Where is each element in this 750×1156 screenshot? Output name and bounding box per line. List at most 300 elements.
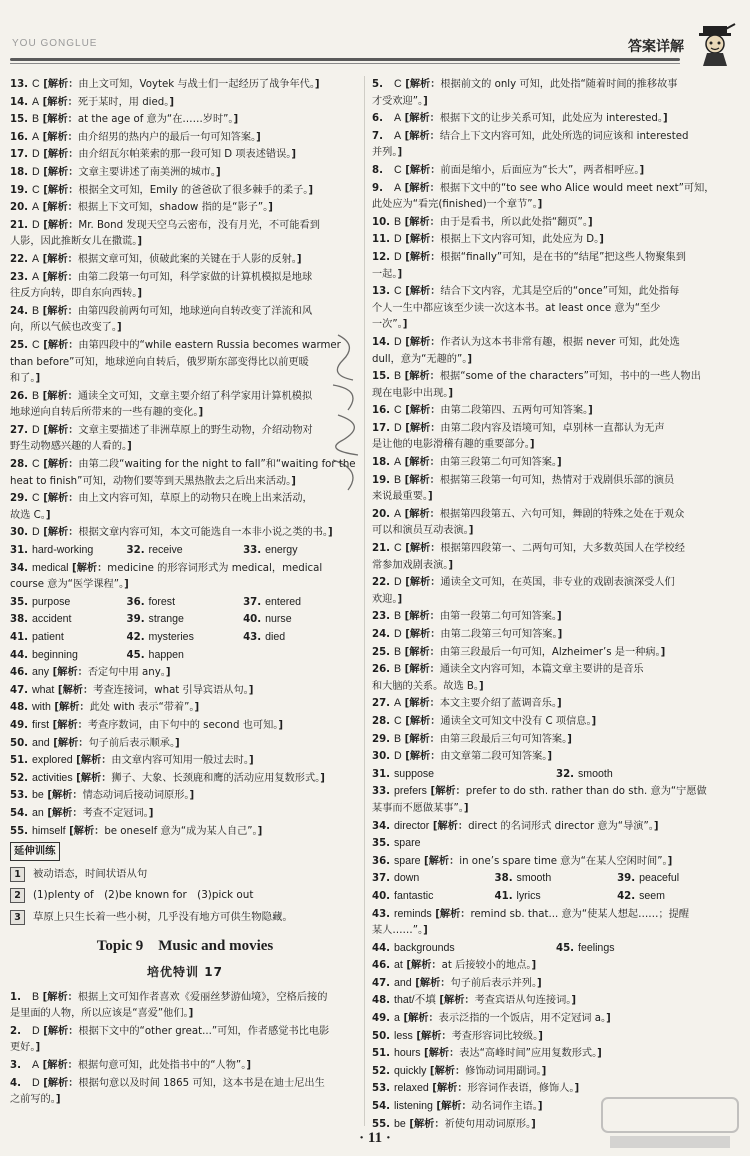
- bracket-close: ]: [663, 113, 668, 125]
- analysis-text: 由第二段“waiting for the night to fall”和“waiting for the: [78, 459, 356, 471]
- bracket-open: [: [401, 251, 410, 263]
- answer-value: D: [394, 335, 402, 348]
- question-number: 32.: [556, 768, 575, 780]
- analysis-label: 解析：: [409, 251, 441, 263]
- answer-row: [372, 180, 740, 198]
- analysis-label: 解析：: [409, 216, 440, 228]
- answer-value: A: [32, 270, 40, 283]
- word-cell: [127, 647, 244, 665]
- answer-row: [10, 823, 360, 841]
- bracket-close: ]: [448, 387, 454, 399]
- answer-word: accident: [32, 613, 72, 626]
- analysis-label: 解析：: [437, 820, 469, 832]
- bracket-close: ]: [55, 1094, 61, 1106]
- answer-value: D: [394, 750, 402, 763]
- bracket-close: ]: [137, 288, 142, 300]
- answer-row: [372, 748, 740, 766]
- word-cell: [372, 888, 495, 906]
- answer-list-topic: [10, 989, 360, 1109]
- analysis-label: 解析：: [47, 219, 79, 231]
- answer-value: A: [394, 456, 402, 469]
- answer-continuation: course 意为“医学课程”。]: [10, 579, 129, 591]
- analysis-label: 解析：: [409, 164, 441, 176]
- question-number: 26.: [372, 664, 391, 676]
- answer-value: D: [394, 233, 402, 246]
- word-grid-c: [372, 766, 740, 784]
- bracket-close: ]: [597, 1048, 602, 1060]
- answer-word: strange: [148, 613, 184, 626]
- bracket-close: ]: [248, 684, 254, 696]
- question-number: 30.: [372, 751, 391, 763]
- question-number: 39.: [126, 614, 145, 626]
- answer-value: D: [394, 628, 402, 640]
- analysis-text: 由第三段最后一句可知，Alzheimer’s 是一种病。: [439, 646, 661, 658]
- answer-row: [372, 818, 740, 836]
- answer-row: [10, 770, 360, 788]
- analysis-text: in one’s spare time 意为“在某人空闲时间”。: [459, 855, 668, 867]
- analysis-text: Mr. Bond 发现天空乌云密布，没有月光，不可能看到: [78, 219, 320, 231]
- analysis-text: 由于是看书，所以此处指“翻页”。: [439, 216, 588, 228]
- answer-value: spare: [394, 837, 421, 850]
- answer-list-right-a: [372, 76, 740, 766]
- answer-continuation: 可以和演员互动表演。]: [372, 525, 474, 537]
- answer-value: prefers: [394, 785, 427, 798]
- bracket-open: [: [39, 114, 48, 126]
- answer-row: [372, 957, 740, 975]
- analysis-text: at the age of 意为“在……岁时”。: [77, 114, 234, 126]
- question-number: 32.: [126, 545, 145, 557]
- header-rule-thin: [10, 63, 680, 64]
- analysis-text: 根据全文可知，Emily 的爸爸砍了很多棘手的柔子。: [78, 184, 309, 196]
- question-number: 48.: [10, 702, 29, 714]
- answer-value: C: [394, 714, 402, 727]
- answer-row: [372, 906, 740, 924]
- answer-row: [372, 334, 740, 352]
- answer-value: any: [32, 666, 50, 679]
- bracket-close: ]: [537, 199, 543, 211]
- answer-row: [372, 368, 740, 386]
- analysis-text: 根据上下文内容可知，此处应为 D。: [440, 234, 600, 246]
- analysis-text: 表示泛指的一个饭店，用不定冠词 a。: [438, 1013, 607, 1025]
- analysis-label: 解析：: [47, 271, 78, 283]
- answer-word: energy: [265, 544, 298, 557]
- analysis-label: 解析：: [76, 562, 108, 574]
- answer-row: [10, 129, 360, 147]
- analysis-text: 根据上文可知作者喜欢《爱丽丝梦游仙境》，空格后接的: [77, 991, 328, 1003]
- question-number: 18.: [10, 166, 29, 178]
- word-cell: [10, 611, 127, 629]
- analysis-text: 由第一段第二句可知答案。: [439, 611, 557, 623]
- question-number: 47.: [10, 684, 29, 696]
- question-number: 22.: [10, 253, 29, 265]
- answer-value: A: [394, 112, 402, 125]
- extension-text: 草原上只生长着一些小树，几乎没有地方可供生物隐藏。: [33, 910, 293, 923]
- bracket-open: [: [401, 543, 410, 555]
- answer-row: [10, 456, 360, 474]
- answer-continuation: 是里面的人物，所以应该是“喜爱”他们。]: [10, 1008, 194, 1020]
- bracket-open: [: [39, 493, 48, 505]
- question-number: 17.: [372, 422, 391, 434]
- analysis-text: 由第四段中的“while eastern Russia becomes warmer: [78, 339, 341, 351]
- bracket-close: ]: [557, 611, 562, 623]
- analysis-text: 根据下文的让步关系可知，此处应为 interested。: [439, 113, 663, 125]
- question-number: 47.: [372, 977, 391, 989]
- bracket-open: [: [401, 474, 410, 486]
- analysis-text: 结合下文内容，尤其是空后的“once”可知，此处指每: [440, 286, 680, 298]
- analysis-text: 情态动词后接动词原形。: [82, 790, 190, 802]
- bracket-open: [: [401, 611, 410, 623]
- answer-word: peaceful: [639, 872, 680, 885]
- analysis-label: 解析：: [409, 371, 440, 383]
- question-number: 3.: [10, 1060, 21, 1072]
- question-number: 29.: [10, 493, 29, 505]
- bracket-open: [: [401, 405, 410, 417]
- analysis-text: 动名词作主语。: [471, 1101, 538, 1113]
- word-row: [372, 888, 740, 906]
- analysis-label: 解析：: [409, 629, 441, 640]
- answer-value: relaxed: [394, 1082, 429, 1095]
- word-cell: [127, 629, 244, 647]
- answer-row: [372, 1028, 740, 1046]
- answer-value: A: [32, 1059, 40, 1072]
- question-number: 8.: [372, 164, 383, 176]
- analysis-label: 解析：: [409, 336, 441, 348]
- bracket-open: [: [401, 234, 410, 246]
- header-title: 答案详解: [628, 39, 684, 55]
- bracket-close: ]: [479, 680, 484, 692]
- answer-row: [372, 110, 740, 128]
- bracket-open: [: [39, 202, 48, 214]
- analysis-label: 解析：: [409, 234, 441, 246]
- question-number: 12.: [372, 251, 391, 263]
- answer-value: C: [394, 78, 402, 90]
- question-number: 44.: [372, 942, 391, 954]
- answer-list-left-b: [10, 560, 360, 594]
- word-cell: [10, 629, 127, 647]
- answer-list-right-c: [372, 906, 740, 940]
- bracket-close: ]: [574, 1083, 580, 1095]
- extension-item: [10, 866, 360, 883]
- answer-row: [10, 989, 360, 1007]
- answer-value: quickly: [394, 1064, 427, 1077]
- question-number: 38.: [494, 873, 513, 885]
- answer-row: [372, 540, 740, 558]
- bracket-open: [: [39, 219, 48, 231]
- answer-row: [372, 853, 740, 871]
- bracket-open: [: [39, 253, 48, 265]
- analysis-label: 解析：: [47, 184, 79, 196]
- bracket-open: [: [412, 1030, 422, 1042]
- bracket-open: [: [402, 960, 412, 972]
- analysis-label: 解析：: [409, 751, 441, 763]
- answer-value: medical: [32, 561, 69, 574]
- answer-row: [10, 524, 360, 542]
- answer-row: [10, 805, 360, 823]
- word-cell: [372, 766, 556, 784]
- analysis-text: prefer to do sth. rather than do sth. 意为“宁愿做: [465, 786, 707, 798]
- question-number: 40.: [243, 614, 262, 626]
- bracket-close: ]: [256, 131, 261, 143]
- answer-word: entered: [265, 595, 302, 608]
- bracket-open: [: [39, 1025, 48, 1037]
- analysis-label: 解析：: [419, 977, 451, 989]
- question-number: 49.: [372, 1013, 391, 1025]
- analysis-text: 由文章内容可知用一般过去时。: [111, 755, 249, 767]
- answer-word: seem: [639, 889, 665, 902]
- analysis-label: 解析：: [47, 390, 78, 402]
- bracket-close: ]: [541, 1065, 547, 1077]
- bracket-close: ]: [557, 457, 562, 469]
- right-column: [372, 76, 740, 1133]
- answer-value: D: [394, 250, 402, 263]
- bracket-open: [: [401, 664, 410, 676]
- extension-item: [10, 909, 360, 926]
- bracket-close: ]: [291, 149, 297, 161]
- answer-value: director: [394, 819, 430, 832]
- answer-continuation: 更好。]: [10, 1042, 41, 1054]
- word-grid-d: [372, 870, 740, 905]
- bracket-close: ]: [653, 820, 659, 832]
- answer-value: B: [394, 645, 402, 658]
- bracket-close: ]: [215, 166, 221, 178]
- question-number: 50.: [10, 737, 29, 749]
- answer-row: [372, 231, 740, 249]
- analysis-text: 由第三段最后三句可知答案。: [439, 733, 568, 745]
- answer-row: [10, 303, 360, 321]
- bracket-close: ]: [314, 79, 320, 90]
- answer-value: B: [32, 113, 40, 126]
- question-number: 45.: [126, 649, 145, 661]
- bracket-close: ]: [291, 475, 296, 487]
- bracket-close: ]: [296, 253, 302, 265]
- bracket-close: ]: [320, 772, 325, 784]
- bracket-close: ]: [557, 698, 562, 710]
- bracket-close: ]: [537, 977, 542, 989]
- question-number: 28.: [10, 459, 29, 471]
- bracket-open: [: [72, 755, 81, 767]
- answer-value: D: [394, 421, 402, 434]
- bracket-open: [: [39, 339, 48, 351]
- question-number: 20.: [10, 202, 29, 214]
- analysis-label: 解析：: [47, 79, 79, 90]
- answer-value: hours: [394, 1047, 421, 1060]
- answer-row: [372, 128, 740, 146]
- bracket-open: [: [72, 772, 81, 784]
- answer-value: A: [32, 252, 40, 265]
- answer-value: D: [32, 423, 40, 436]
- question-number: 11.: [372, 234, 391, 246]
- analysis-text: 形容词作表语，修饰人。: [467, 1083, 575, 1095]
- answer-value: D: [394, 576, 402, 589]
- answer-word: patient: [32, 631, 64, 643]
- bracket-close: ]: [587, 216, 593, 228]
- bracket-open: [: [39, 424, 48, 436]
- bracket-open: [: [432, 1101, 442, 1113]
- word-grid-a: [10, 542, 360, 560]
- analysis-label: 解析：: [80, 755, 112, 767]
- question-number: 43.: [243, 632, 262, 643]
- analysis-label: 解析：: [409, 508, 440, 520]
- extension-number: 1: [10, 867, 25, 882]
- answer-row: [10, 269, 360, 287]
- analysis-text: 由第三段第二句可知答案。: [439, 457, 557, 469]
- answer-value: C: [394, 285, 402, 298]
- bracket-close: ]: [257, 825, 263, 837]
- analysis-text: 祈使句用动词原形。: [444, 1118, 532, 1130]
- bracket-close: ]: [35, 373, 41, 385]
- answer-row: [10, 217, 360, 235]
- analysis-label: 解析：: [47, 149, 79, 161]
- word-row: [372, 870, 740, 888]
- answer-row: [10, 735, 360, 753]
- question-number: 55.: [10, 825, 29, 837]
- answer-continuation: 此处应为“看完(finished)一个章节”。]: [372, 199, 543, 211]
- answer-row: [10, 787, 360, 805]
- bracket-open: [: [39, 79, 48, 90]
- answer-row: [372, 626, 740, 644]
- mascot-icon: [694, 22, 738, 68]
- question-number: 16.: [372, 405, 391, 417]
- answer-row: [10, 752, 360, 770]
- bracket-close: ]: [538, 1030, 543, 1042]
- bracket-close: ]: [529, 439, 535, 451]
- bracket-close: ]: [428, 491, 433, 503]
- analysis-text: 考查宾语从句连接词。: [474, 995, 572, 1007]
- bracket-close: ]: [397, 147, 403, 159]
- bracket-close: ]: [397, 593, 403, 605]
- answer-value: D: [32, 526, 40, 539]
- question-number: 37.: [243, 596, 262, 608]
- question-number: 2.: [10, 1025, 21, 1037]
- analysis-text: 由介绍瓦尔帕莱索的那一段可知 D 项表述错误。: [78, 149, 292, 161]
- analysis-text: 由第二段第四、五两句可知答案。: [440, 405, 589, 417]
- analysis-text: 由上文内容可知，草原上的动物只在晚上出来活动，: [78, 493, 313, 505]
- analysis-text: direct 的名词形式 director 意为“导演”。: [468, 820, 654, 832]
- extension-list: [10, 866, 360, 926]
- question-number: 36.: [126, 596, 145, 608]
- answer-continuation: heat to finish”可知，动物们要等到天黑热散去之后出来活动。]: [10, 475, 296, 487]
- answer-value: A: [394, 129, 402, 142]
- analysis-text: 死于某时，用 died。: [77, 96, 170, 108]
- bracket-open: [: [39, 184, 48, 196]
- answer-continuation: 和了。]: [10, 373, 41, 385]
- question-number: 33.: [372, 786, 391, 798]
- bracket-open: [: [426, 1065, 435, 1077]
- answer-row: [372, 249, 740, 267]
- answer-value: D: [32, 1076, 40, 1089]
- word-cell: [243, 611, 360, 629]
- answer-continuation: 之前写的。]: [10, 1094, 61, 1106]
- answer-continuation: 某事而不愿做某事”。]: [372, 802, 469, 814]
- word-row: [10, 629, 360, 647]
- word-cell: [127, 542, 244, 560]
- answer-row: [10, 388, 360, 406]
- question-number: 54.: [10, 807, 29, 819]
- bracket-open: [: [420, 1048, 429, 1060]
- answer-value: B: [394, 732, 402, 745]
- answer-value: with: [32, 701, 51, 714]
- question-number: 35.: [10, 596, 29, 608]
- answer-word: nurse: [265, 613, 292, 626]
- analysis-text: 考查连接词，what 引导宾语从句。: [93, 684, 249, 696]
- bracket-open: [: [401, 577, 410, 589]
- answer-value: B: [394, 663, 402, 676]
- answer-value: A: [394, 181, 402, 194]
- answer-row: [10, 182, 360, 200]
- bracket-open: [: [431, 908, 440, 920]
- answer-continuation: 个人一生中都应该至少读一次这本书。at least once 意为“至少: [372, 302, 661, 314]
- bracket-close: ]: [567, 733, 572, 745]
- analysis-text: 根据下文中的“other great...”可知，作者感觉书比电影: [78, 1025, 330, 1037]
- bracket-open: [: [39, 305, 48, 317]
- question-number: 4.: [10, 1077, 21, 1089]
- answer-row: [372, 162, 740, 180]
- answer-row: [372, 835, 740, 853]
- question-number: 36.: [372, 855, 391, 867]
- answer-row: [372, 731, 740, 749]
- question-number: 55.: [372, 1118, 391, 1130]
- bracket-close: ]: [248, 755, 254, 767]
- analysis-text: 考查不定冠词。: [82, 807, 149, 819]
- answer-value: that/不填: [394, 994, 436, 1007]
- bracket-close: ]: [547, 751, 553, 763]
- analysis-label: 解析：: [409, 79, 441, 90]
- answer-row: [10, 422, 360, 440]
- question-number: 50.: [372, 1030, 391, 1042]
- answer-value: C: [32, 458, 40, 471]
- bracket-open: [: [401, 216, 410, 228]
- answer-continuation: 是让他的电影滑稽有趣的重要部分。]: [372, 439, 535, 451]
- question-number: 44.: [10, 649, 29, 661]
- bracket-close: ]: [233, 114, 239, 126]
- answer-word: fantastic: [394, 889, 434, 902]
- answer-row: [372, 76, 740, 94]
- bracket-open: [: [39, 390, 48, 402]
- question-number: 33.: [243, 545, 262, 557]
- answer-value: D: [32, 165, 40, 178]
- bracket-open: [: [401, 457, 410, 469]
- bracket-open: [: [401, 79, 410, 90]
- analysis-label: 解析：: [409, 664, 440, 676]
- answer-value: A: [394, 697, 402, 710]
- analysis-text: 由上文可知，Voytek 与战士们一起经历了战争年代。: [78, 79, 315, 90]
- extension-text: 被动语态，时间状语从句: [33, 867, 148, 880]
- bracket-close: ]: [45, 509, 51, 521]
- question-number: 27.: [372, 698, 391, 710]
- question-number: 25.: [10, 339, 29, 351]
- word-cell: [617, 888, 740, 906]
- answer-value: a: [394, 1012, 400, 1025]
- answer-continuation: 地球逆向自转后所带来的一些有趣的变化。]: [10, 407, 204, 419]
- answer-list-left-c: [10, 664, 360, 840]
- question-number: 42.: [126, 632, 145, 643]
- word-grid-b: [10, 594, 360, 664]
- answer-continuation: 来说最重要。]: [372, 491, 433, 503]
- question-number: 21.: [10, 219, 29, 231]
- question-number: 1.: [10, 991, 21, 1003]
- analysis-text: 根据文章可知，侦破此案的关键在于人影的反射。: [77, 253, 297, 265]
- analysis-text: 由第四段前两句可知，地球逆向自转改变了洋流和风: [77, 305, 313, 317]
- bracket-close: ]: [127, 441, 132, 453]
- bracket-close: ]: [423, 95, 428, 107]
- bracket-open: [: [401, 646, 410, 658]
- page-header: [0, 0, 750, 72]
- bracket-close: ]: [268, 202, 273, 214]
- analysis-text: 由介绍男的热内户的最后一句可知答案。: [77, 131, 257, 143]
- bracket-close: ]: [278, 719, 284, 731]
- page-number: · 11 ·: [359, 1130, 391, 1146]
- analysis-text: 文章主要描述了非洲草原上的野生动物，介绍动物对: [78, 424, 313, 436]
